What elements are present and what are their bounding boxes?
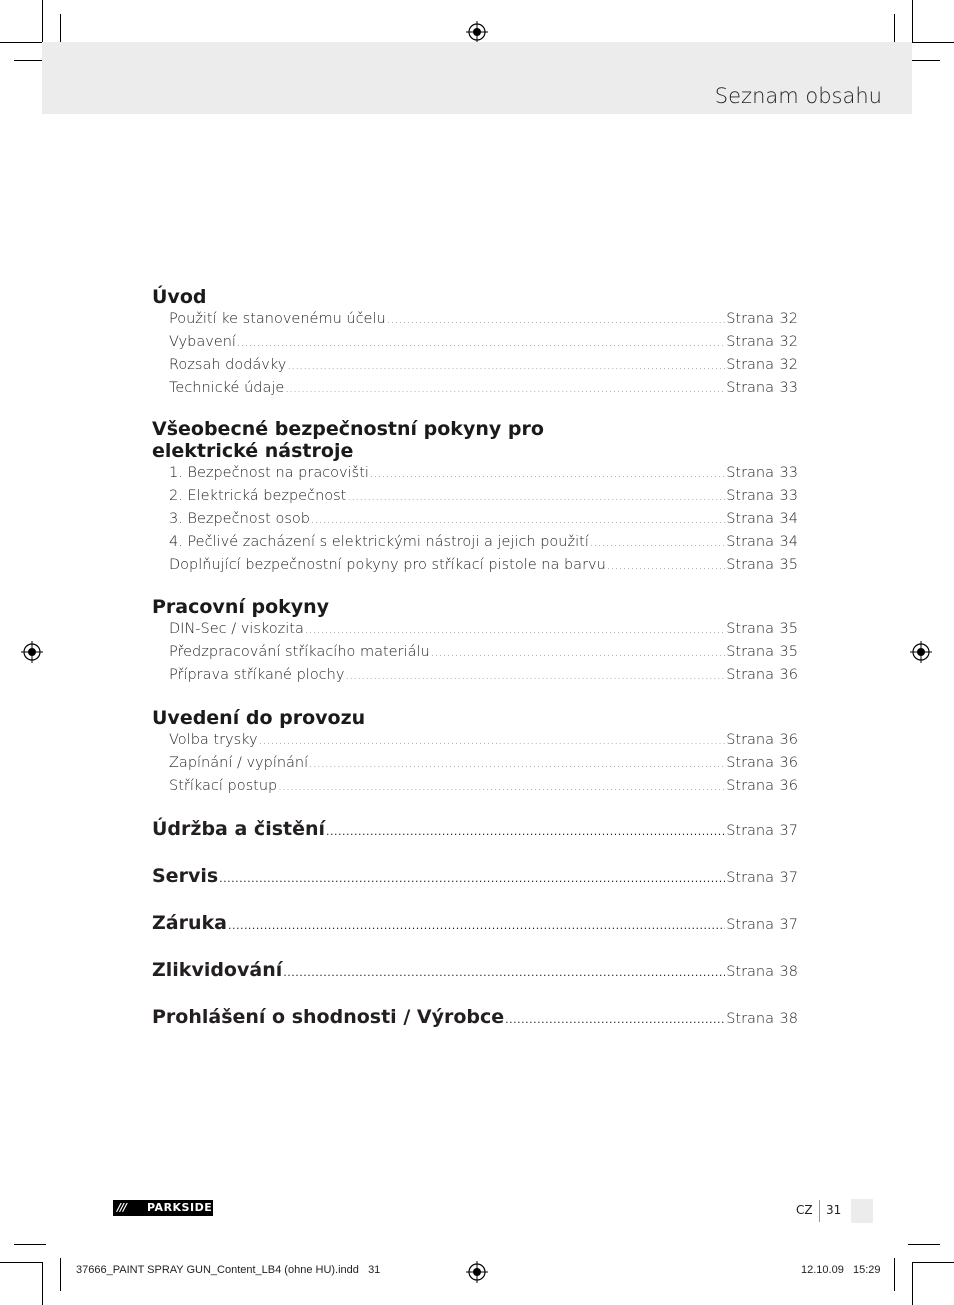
- toc-entry[interactable]: [169, 641, 798, 664]
- toc-entry[interactable]: [169, 308, 798, 331]
- toc-entry-page: 36: [779, 732, 798, 748]
- toc-entry-label: Stříkací postup: [169, 778, 278, 794]
- toc-entry-label: Rozsah dodávky: [169, 357, 287, 373]
- toc-entry[interactable]: [169, 752, 798, 775]
- toc-entry-strana: Strana: [726, 644, 774, 660]
- table-of-contents: [152, 286, 798, 1031]
- toc-entry[interactable]: [169, 331, 798, 354]
- toc-entry[interactable]: [169, 531, 798, 554]
- toc-section-title: elektrické nástroje: [152, 440, 354, 462]
- toc-entry[interactable]: [169, 462, 798, 485]
- toc-entry[interactable]: [169, 554, 798, 577]
- toc-section: [152, 418, 798, 577]
- toc-entry-page: 32: [779, 357, 798, 373]
- toc-entry-page: 33: [779, 488, 798, 504]
- toc-entry-page: 32: [779, 311, 798, 327]
- language-code: CZ: [796, 1203, 813, 1217]
- toc-entry-label: 1. Bezpečnost na pracovišti: [169, 465, 369, 481]
- slug-date: 12.10.09 15:29: [801, 1264, 881, 1276]
- toc-entry[interactable]: [169, 664, 798, 687]
- toc-section-title: Zlikvidování: [152, 959, 283, 981]
- toc-entry-page: 32: [779, 334, 798, 350]
- toc-entry-label: Volba trysky: [169, 732, 258, 748]
- logo-text: PARKSIDE: [147, 1201, 213, 1214]
- registration-mark-icon: [466, 1261, 488, 1283]
- toc-entry[interactable]: [169, 485, 798, 508]
- toc-entry-strana: Strana: [726, 380, 774, 396]
- toc-entry-page: 35: [779, 557, 798, 573]
- toc-entry-page: 37: [779, 917, 798, 933]
- toc-section-row[interactable]: [152, 818, 798, 843]
- toc-entry-page: 36: [779, 667, 798, 683]
- toc-entry-page: 38: [779, 1011, 798, 1027]
- registration-mark-icon: [466, 21, 488, 43]
- toc-entry-strana: Strana: [726, 534, 774, 550]
- toc-section: [152, 707, 798, 798]
- toc-entry-strana: Strana: [726, 1011, 774, 1027]
- toc-entry-strana: Strana: [726, 488, 774, 504]
- toc-entry-strana: Strana: [726, 357, 774, 373]
- toc-entry-label: DIN-Sec / viskozita: [169, 621, 304, 637]
- logo-stripes: ///: [117, 1201, 127, 1214]
- toc-entry-label: 2. Elektrická bezpečnost: [169, 488, 347, 504]
- registration-mark-icon: [21, 641, 43, 663]
- toc-section-row[interactable]: [152, 1006, 798, 1031]
- toc-entry[interactable]: [169, 377, 798, 400]
- toc-entry-label: Příprava stříkané plochy: [169, 667, 345, 683]
- toc-entry-label: Vybavení: [169, 334, 236, 350]
- toc-entry-strana: Strana: [726, 732, 774, 748]
- toc-entry-page: 35: [779, 644, 798, 660]
- toc-entry-strana: Strana: [726, 621, 774, 637]
- toc-section-title: Všeobecné bezpečnostní pokyny pro: [152, 418, 544, 440]
- toc-entry-label: Předzpracování stříkacího materiálu: [169, 644, 430, 660]
- toc-section-title: Servis: [152, 865, 219, 887]
- toc-entry-label: 4. Pečlivé zacházení s elektrickými nástroji a jejich použití: [169, 534, 589, 550]
- toc-section-row[interactable]: [152, 959, 798, 984]
- toc-entry-label: Doplňující bezpečnostní pokyny pro stříkací pistole na barvu: [169, 557, 606, 573]
- toc-entry-strana: Strana: [726, 334, 774, 350]
- toc-entry-strana: Strana: [726, 667, 774, 683]
- toc-entry-strana: Strana: [726, 823, 774, 839]
- toc-entry-page: 37: [779, 870, 798, 886]
- toc-entry-strana: Strana: [726, 511, 774, 527]
- toc-entry-strana: Strana: [726, 778, 774, 794]
- footer-divider: [819, 1200, 820, 1222]
- toc-entry-page: 37: [779, 823, 798, 839]
- toc-entry-page: 36: [779, 778, 798, 794]
- toc-entry-strana: Strana: [726, 755, 774, 771]
- page-number: 31: [826, 1203, 842, 1217]
- toc-entry-strana: Strana: [726, 311, 774, 327]
- toc-entry-strana: Strana: [726, 557, 774, 573]
- toc-entry-label: Zapínání / vypínání: [169, 755, 309, 771]
- toc-section-title: Úvod: [152, 286, 207, 308]
- parkside-logo: [113, 1200, 213, 1216]
- registration-mark-icon: [910, 641, 932, 663]
- toc-entry[interactable]: [169, 354, 798, 377]
- toc-section-row[interactable]: [152, 912, 798, 937]
- toc-section-row[interactable]: [152, 865, 798, 890]
- toc-entry-strana: Strana: [726, 465, 774, 481]
- toc-entry-strana: Strana: [726, 870, 774, 886]
- toc-section-title: Uvedení do provozu: [152, 707, 366, 729]
- toc-section-title: Záruka: [152, 912, 227, 934]
- toc-entry-page: 36: [779, 755, 798, 771]
- toc-entry-label: 3. Bezpečnost osob: [169, 511, 310, 527]
- toc-entry[interactable]: [169, 508, 798, 531]
- toc-section-title: Pracovní pokyny: [152, 596, 330, 618]
- toc-entry-page: 35: [779, 621, 798, 637]
- footer-tab: [851, 1199, 873, 1223]
- toc-section: [152, 286, 798, 400]
- page-title: Seznam obsahu: [714, 84, 882, 108]
- slug-filename: 37666_PAINT SPRAY GUN_Content_LB4 (ohne HU).indd 31: [76, 1264, 381, 1276]
- toc-entry-strana: Strana: [726, 964, 774, 980]
- toc-entry[interactable]: [169, 775, 798, 798]
- toc-section-title: Prohlášení o shodnosti / Výrobce: [152, 1006, 505, 1028]
- toc-section-title: Údržba a čistění: [152, 818, 326, 840]
- toc-entry[interactable]: [169, 618, 798, 641]
- toc-entry-label: Použití ke stanovenému účelu: [169, 311, 386, 327]
- toc-entry-label: Technické údaje: [169, 380, 285, 396]
- toc-section: [152, 596, 798, 687]
- toc-entry[interactable]: [169, 729, 798, 752]
- toc-entry-strana: Strana: [726, 917, 774, 933]
- toc-entry-page: 33: [779, 380, 798, 396]
- toc-entry-page: 34: [779, 511, 798, 527]
- toc-entry-page: 33: [779, 465, 798, 481]
- toc-entry-page: 34: [779, 534, 798, 550]
- toc-entry-page: 38: [779, 964, 798, 980]
